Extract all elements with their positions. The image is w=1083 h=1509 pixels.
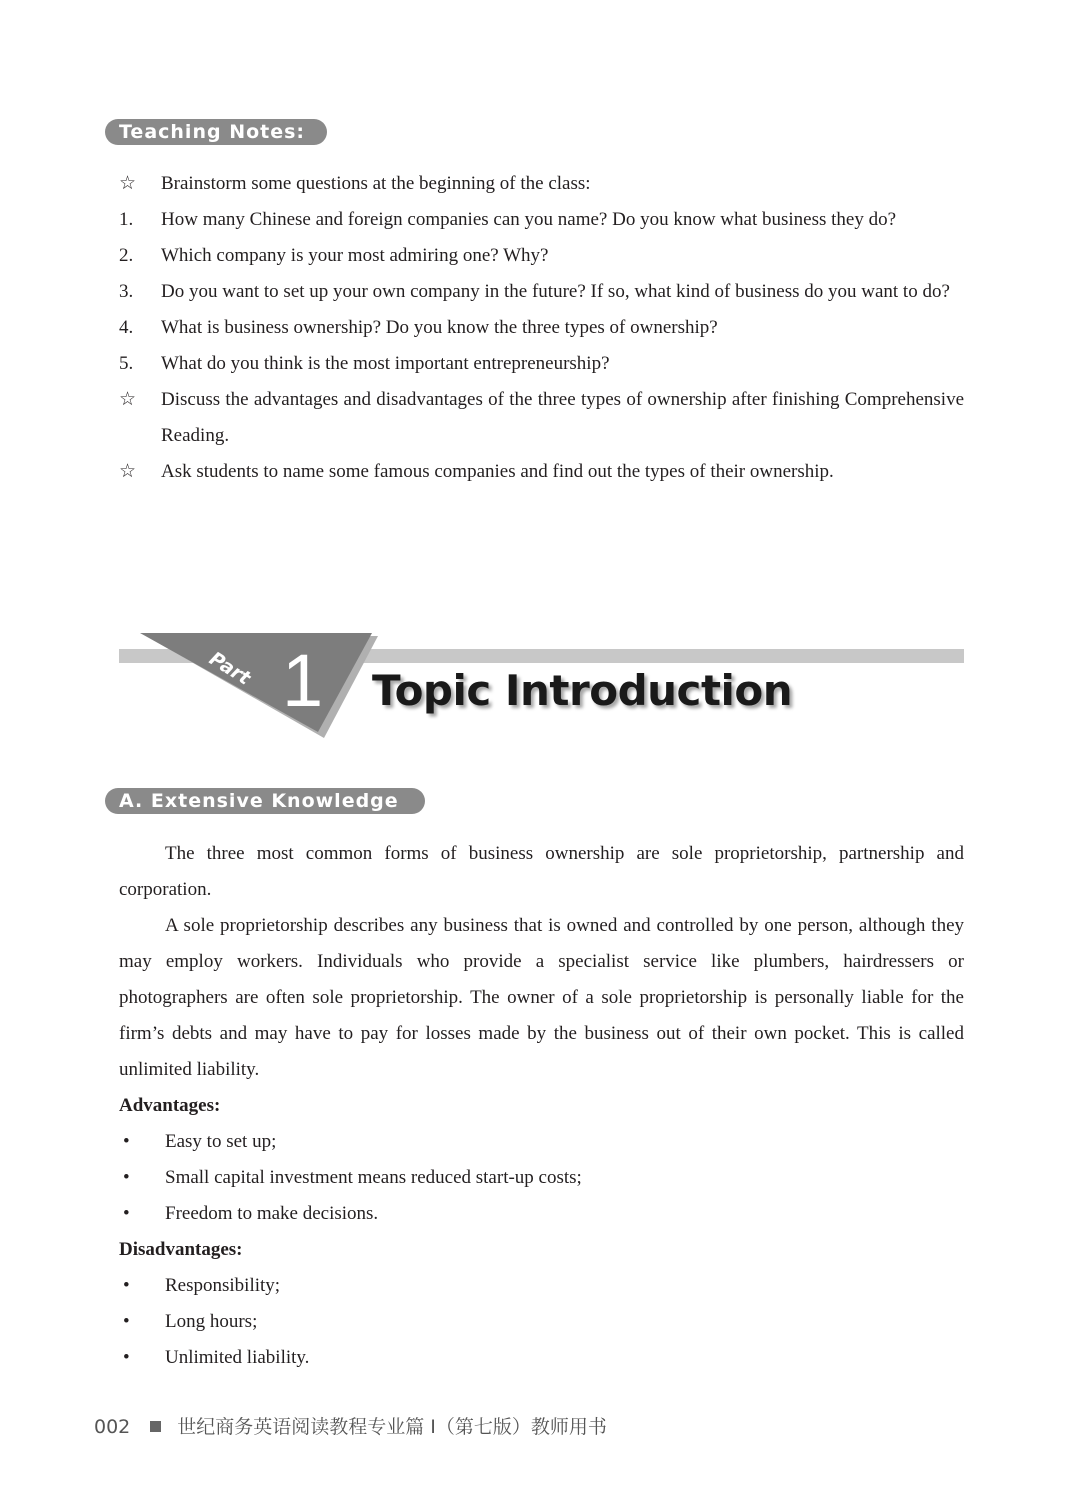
note-marker: 3.	[119, 281, 134, 302]
part-number: 1	[282, 639, 324, 722]
list-item	[119, 1304, 964, 1340]
note-text: Brainstorm some questions at the beginning of the class:	[161, 173, 591, 194]
list-item	[119, 1268, 964, 1304]
part-label: Part	[205, 647, 255, 690]
paragraph: The three most common forms of business ownership are sole proprietorship, partnership and corporation.	[119, 843, 964, 900]
note-item	[119, 274, 964, 310]
bullet-icon: •	[123, 1347, 130, 1368]
page-footer	[94, 1413, 607, 1441]
note-text: Do you want to set up your own company in the future? If so, what kind of business do you want to do?	[161, 281, 950, 302]
note-item	[119, 238, 964, 274]
teaching-notes-heading: Teaching Notes:	[105, 119, 327, 145]
paragraph: A sole proprietorship describes any business that is owned and controlled by one person, although they may employ workers. Individuals who provide a specialist service like plumbers, hairdressers or photographers are often sole proprietorship. The owner of a sole proprietorship is personally liable for the firm’s debts and may have to pay for losses made by the business out of their own pocket. This is called unlimited liability.	[119, 915, 964, 1080]
bullet-icon: •	[123, 1203, 130, 1224]
bullet-icon: •	[123, 1275, 130, 1296]
list-item	[119, 1340, 964, 1376]
disadvantages-label: Disadvantages:	[119, 1239, 243, 1260]
note-marker: ☆	[119, 173, 137, 194]
note-text: What do you think is the most important entrepreneurship?	[161, 353, 610, 374]
bullet-icon: •	[123, 1311, 130, 1332]
note-text: Which company is your most admiring one? Why?	[161, 245, 549, 266]
list-item-text: Small capital investment means reduced start-up costs;	[165, 1167, 582, 1188]
book-title: 世纪商务英语阅读教程专业篇 I（第七版）教师用书	[177, 1416, 607, 1438]
section-a-heading: A. Extensive Knowledge	[105, 788, 425, 814]
list-item-text: Freedom to make decisions.	[165, 1203, 379, 1224]
list-item-text: Unlimited liability.	[165, 1347, 310, 1368]
bullet-icon: •	[123, 1167, 130, 1188]
list-item	[119, 1124, 964, 1160]
note-marker: 1.	[119, 209, 134, 230]
advantages-label: Advantages:	[119, 1095, 221, 1116]
note-marker: ☆	[119, 389, 137, 410]
teaching-notes-list	[119, 166, 964, 490]
note-marker: 4.	[119, 317, 134, 338]
note-text: How many Chinese and foreign companies can you name? Do you know what business they do?	[161, 209, 897, 230]
note-item	[119, 310, 964, 346]
list-item	[119, 1160, 964, 1196]
note-marker: ☆	[119, 461, 137, 482]
note-item	[119, 382, 964, 454]
note-marker: 5.	[119, 353, 134, 374]
note-text: What is business ownership? Do you know the three types of ownership?	[161, 317, 718, 338]
list-item	[119, 1196, 964, 1232]
list-item-text: Responsibility;	[165, 1275, 281, 1296]
bullet-icon: •	[123, 1131, 130, 1152]
banner-triangle	[140, 633, 372, 732]
square-icon	[150, 1421, 161, 1432]
note-marker: 2.	[119, 245, 134, 266]
note-text: Discuss the advantages and disadvantages of the three types of ownership after finishing Comprehensive Reading.	[161, 389, 964, 446]
section-a-body	[119, 836, 964, 1376]
note-item	[119, 454, 964, 490]
note-item	[119, 166, 964, 202]
note-item	[119, 202, 964, 238]
list-item-text: Easy to set up;	[165, 1131, 277, 1152]
note-item	[119, 346, 964, 382]
page-number: 002	[94, 1416, 131, 1438]
note-text: Ask students to name some famous companies and find out the types of their ownership.	[161, 461, 834, 482]
part-title: Topic Introduction	[372, 666, 793, 715]
list-item-text: Long hours;	[165, 1311, 258, 1332]
